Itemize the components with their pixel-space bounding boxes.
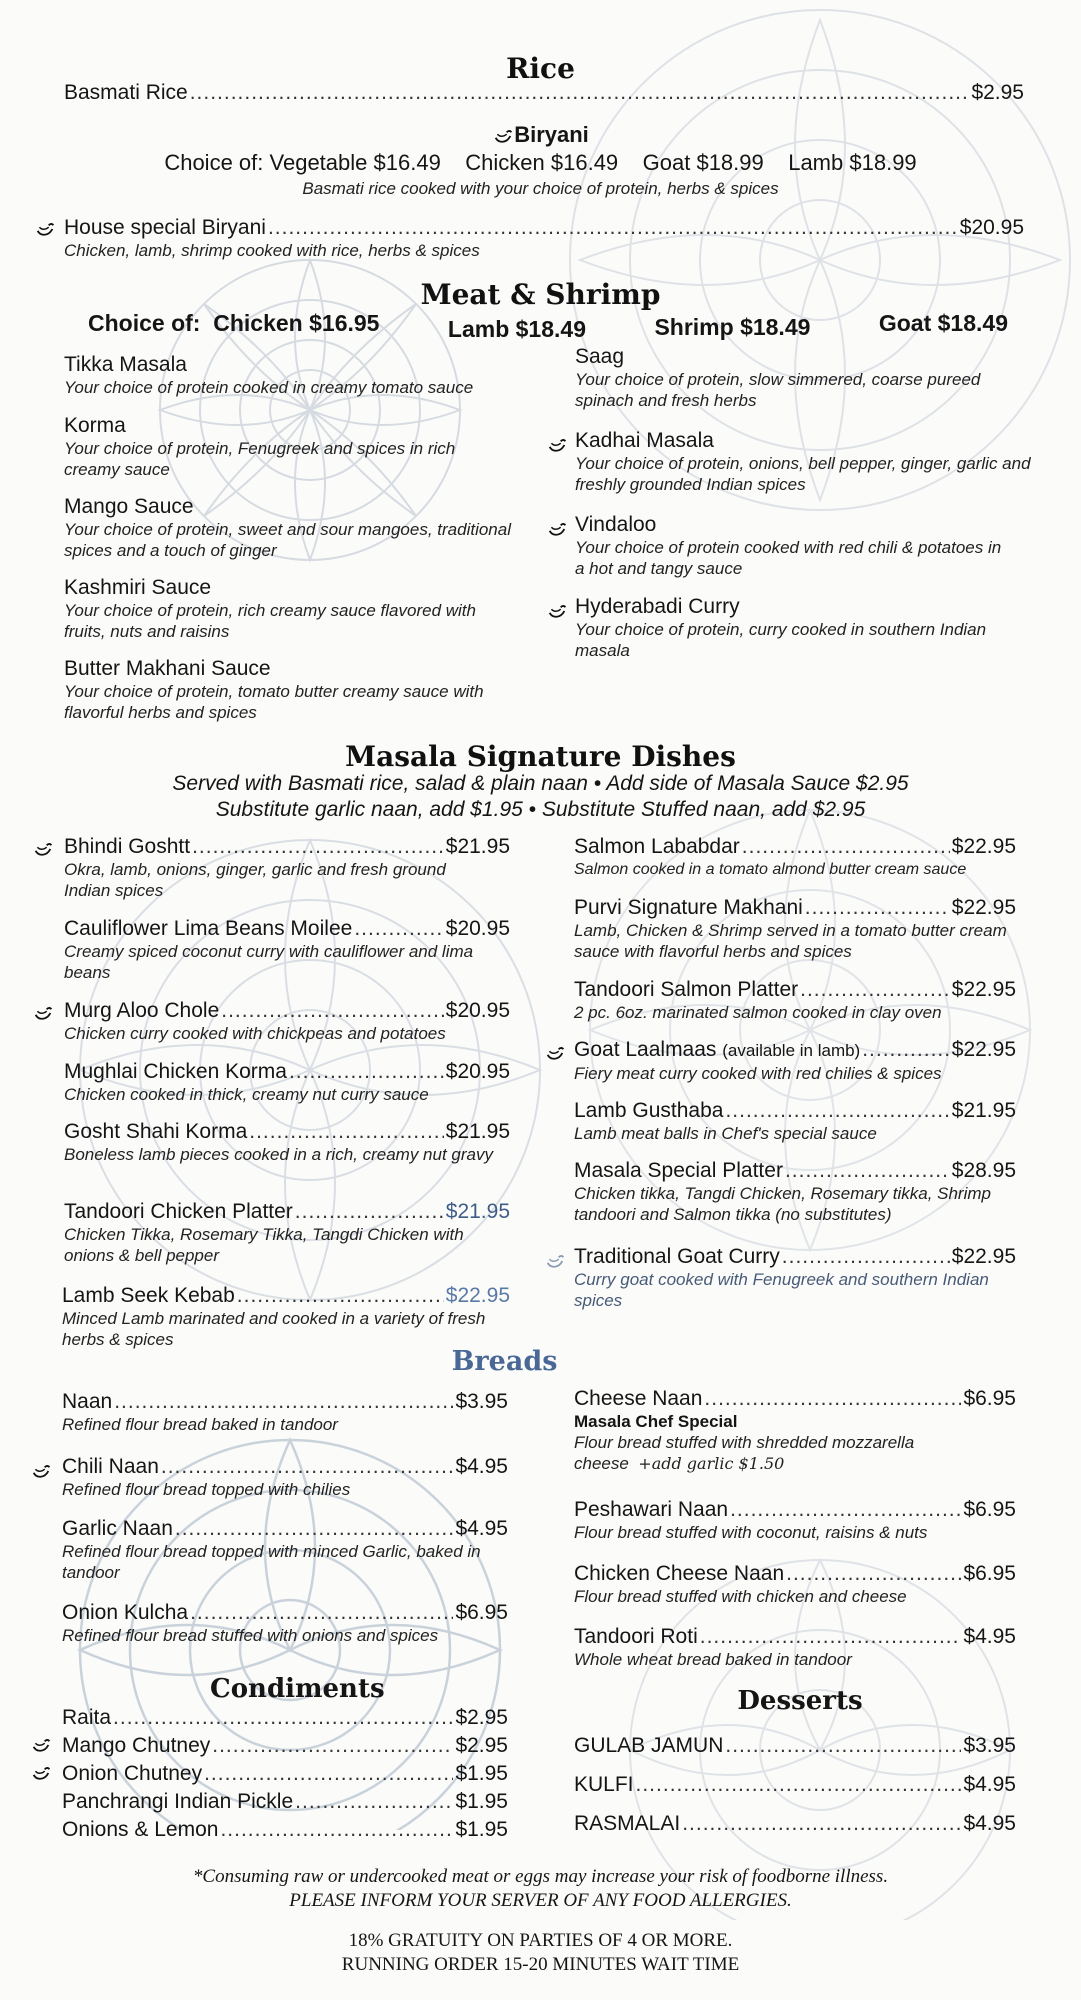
menu-item: RASMALAI ..... $4.95 [574,1811,1016,1836]
chili-icon [544,1250,566,1272]
signature-sub: Substitute garlic naan, add $1.95 • Substitute Stuffed naan, add $2.95 [215,798,866,821]
chili-icon [546,434,568,456]
chili-icon [546,600,568,622]
menu-item: Lamb Seek Kebab ..... $22.95 Minced Lamb marinated and cooked in a variety of fresh herbs & spices [62,1283,510,1350]
condiment-list [62,1705,508,1842]
menu-item: Traditional Goat Curry ..... $22.95 Curry goat cooked with Fenugreek and southern Indian spices [574,1244,1016,1311]
dessert-list [574,1733,1016,1836]
chili-icon [30,1734,52,1756]
item-name: Basmati Rice [64,81,188,104]
menu-item: Salmon Lababdar ..... $22.95 Salmon cooked in a tomato almond butter cream sauce [574,834,1016,880]
item-price: $2.95 [971,81,1024,104]
chef-special-label: Masala Chef Special [574,1412,738,1431]
menu-item: Butter Makhani Sauce Your choice of protein, tomato butter creamy sauce with flavorful herbs and spices [64,657,484,722]
menu-item: Saag Your choice of protein, slow simmered, coarse pureed spinach and fresh herbs [575,345,981,410]
breads-heading: Breads [451,1346,558,1377]
menu-item: Tandoori Chicken Platter ..... $21.95 Chicken Tikka, Rosemary Tikka, Tangdi Chicken with onions & bell pepper [64,1199,510,1266]
allergy-notice: PLEASE INFORM YOUR SERVER OF ANY FOOD ALLERGIES. [289,1890,792,1911]
menu-item: Tandoori Roti ..... $4.95 Whole wheat bread baked in tandoor [574,1624,1016,1670]
chili-icon [30,1762,52,1784]
menu-item: Chicken Cheese Naan ..... $6.95 Flour bread stuffed with chicken and cheese [574,1561,1016,1607]
menu-item: Tandoori Salmon Platter ..... $22.95 2 pc. 6oz. marinated salmon cooked in clay oven [574,977,1016,1023]
menu-item: Lamb Gusthaba ..... $21.95 Lamb meat balls in Chef's special sauce [574,1098,1016,1144]
desserts-heading: Desserts [737,1686,863,1716]
menu-item: Vindaloo Your choice of protein cooked with red chili & potatoes in a hot and tangy sauce [575,513,1002,578]
menu-item: Gosht Shahi Korma ..... $21.95 Boneless lamb pieces cooked in a rich, creamy nut gravy [64,1119,510,1165]
menu-item: Mango Chutney ..... $2.95 [62,1733,508,1758]
menu-item: Onion Kulcha ..... $6.95 Refined flour bread stuffed with onions and spices [62,1600,508,1646]
menu-item: Mango Sauce Your choice of protein, sweet and sour mangoes, traditional spices and a touch of ginger [64,495,511,560]
chili-icon [32,1002,54,1024]
menu-item: Purvi Signature Makhani ..... $22.95 Lamb, Chicken & Shrimp served in a tomato butter cream sauce with flavorful herbs and spices [574,895,1016,962]
meat-choices: Choice of: Chicken $16.95 Lamb $18.49 Shrimp $18.49 Goat $18.49 [88,310,1008,342]
meat-heading: Meat & Shrimp [420,278,661,311]
menu-item: Goat Laalmaas (available in lamb) ..... $22.95 Fiery meat curry cooked with red chilies & spices [574,1037,1016,1084]
biryani-desc: Basmati rice cooked with your choice of protein, herbs & spices [302,179,779,198]
menu-item: Mughlai Chicken Korma ..... $20.95 Chicken cooked in thick, creamy nut curry sauce [64,1059,510,1105]
condiments-heading: Condiments [210,1674,385,1704]
menu-item: Raita ..... $2.95 [62,1705,508,1730]
menu-item: Onions & Lemon ..... $1.95 [62,1817,508,1842]
signature-heading: Masala Signature Dishes [345,740,736,773]
menu-item: Kadhai Masala Your choice of protein, onions, bell pepper, ginger, garlic and freshly grounded Indian spices [575,429,1031,494]
chili-icon [34,218,56,240]
menu-item: Tikka Masala Your choice of protein cooked in creamy tomato sauce [64,353,474,397]
wait-time-notice: RUNNING ORDER 15-20 MINUTES WAIT TIME [341,1954,740,1975]
chili-icon [30,1460,52,1482]
menu-item: Murg Aloo Chole ..... $20.95 Chicken curry cooked with chickpeas and potatoes [64,998,510,1044]
menu-item: Bhindi Goshtt ..... $21.95 Okra, lamb, onions, ginger, garlic and fresh ground Indian spices [64,834,510,901]
menu-item: Korma Your choice of protein, Fenugreek and spices in rich creamy sauce [64,414,456,479]
chili-icon [546,518,568,540]
menu-item: Peshawari Naan ..... $6.95 Flour bread stuffed with coconut, raisins & nuts [574,1497,1016,1543]
signature-sub: Served with Basmati rice, salad & plain naan • Add side of Masala Sauce $2.95 [172,772,909,795]
chili-icon [492,125,514,147]
menu-item: Garlic Naan ..... $4.95 Refined flour bread topped with minced Garlic, baked in tandoor [62,1516,508,1583]
gratuity-notice: 18% GRATUITY ON PARTIES OF 4 OR MORE. [348,1930,733,1951]
menu-item: Panchrangi Indian Pickle ..... $1.95 [62,1789,508,1814]
menu-item: Cauliflower Lima Beans Moilee ..... $20.95 Creamy spiced coconut curry with cauliflower and lima beans [64,916,510,983]
chili-icon [32,838,54,860]
menu-item: GULAB JAMUN ..... $3.95 [574,1733,1016,1758]
menu-item [64,80,1024,105]
menu-item: Hyderabadi Curry Your choice of protein, curry cooked in southern Indian masala [575,595,987,660]
menu-item: KULFI ..... $4.95 [574,1772,1016,1797]
menu-item: Onion Chutney ..... $1.95 [62,1761,508,1786]
food-warning: *Consuming raw or undercooked meat or eggs may increase your risk of foodborne illness. [192,1866,889,1887]
menu-item: Naan ..... $3.95 Refined flour bread baked in tandoor [62,1389,508,1435]
menu-item: Masala Special Platter ..... $28.95 Chicken tikka, Tangdi Chicken, Rosemary tikka, Shrimp tandoori and Salmon tikka (no substitutes) [574,1158,1016,1225]
biryani-heading: Biryani [0,122,1081,148]
rice-heading: Rice [506,52,575,85]
menu-item: Chili Naan ..... $4.95 Refined flour bread topped with chilies [62,1454,508,1500]
menu-item: Cheese Naan ..... $6.95 Masala Chef Special Flour bread stuffed with shredded mozzarella cheese +add garlic $1.50 [574,1386,1016,1474]
menu-item: Kashmiri Sauce Your choice of protein, rich creamy sauce flavored with fruits, nuts and raisins [64,576,476,641]
menu-item: House special Biryani ..... $20.95 Chicken, lamb, shrimp cooked with rice, herbs & spices [64,215,1024,261]
chili-icon [544,1042,566,1064]
biryani-choices: Choice of: Vegetable $16.49 Chicken $16.49 Goat $18.99 Lamb $18.99 [164,150,917,175]
